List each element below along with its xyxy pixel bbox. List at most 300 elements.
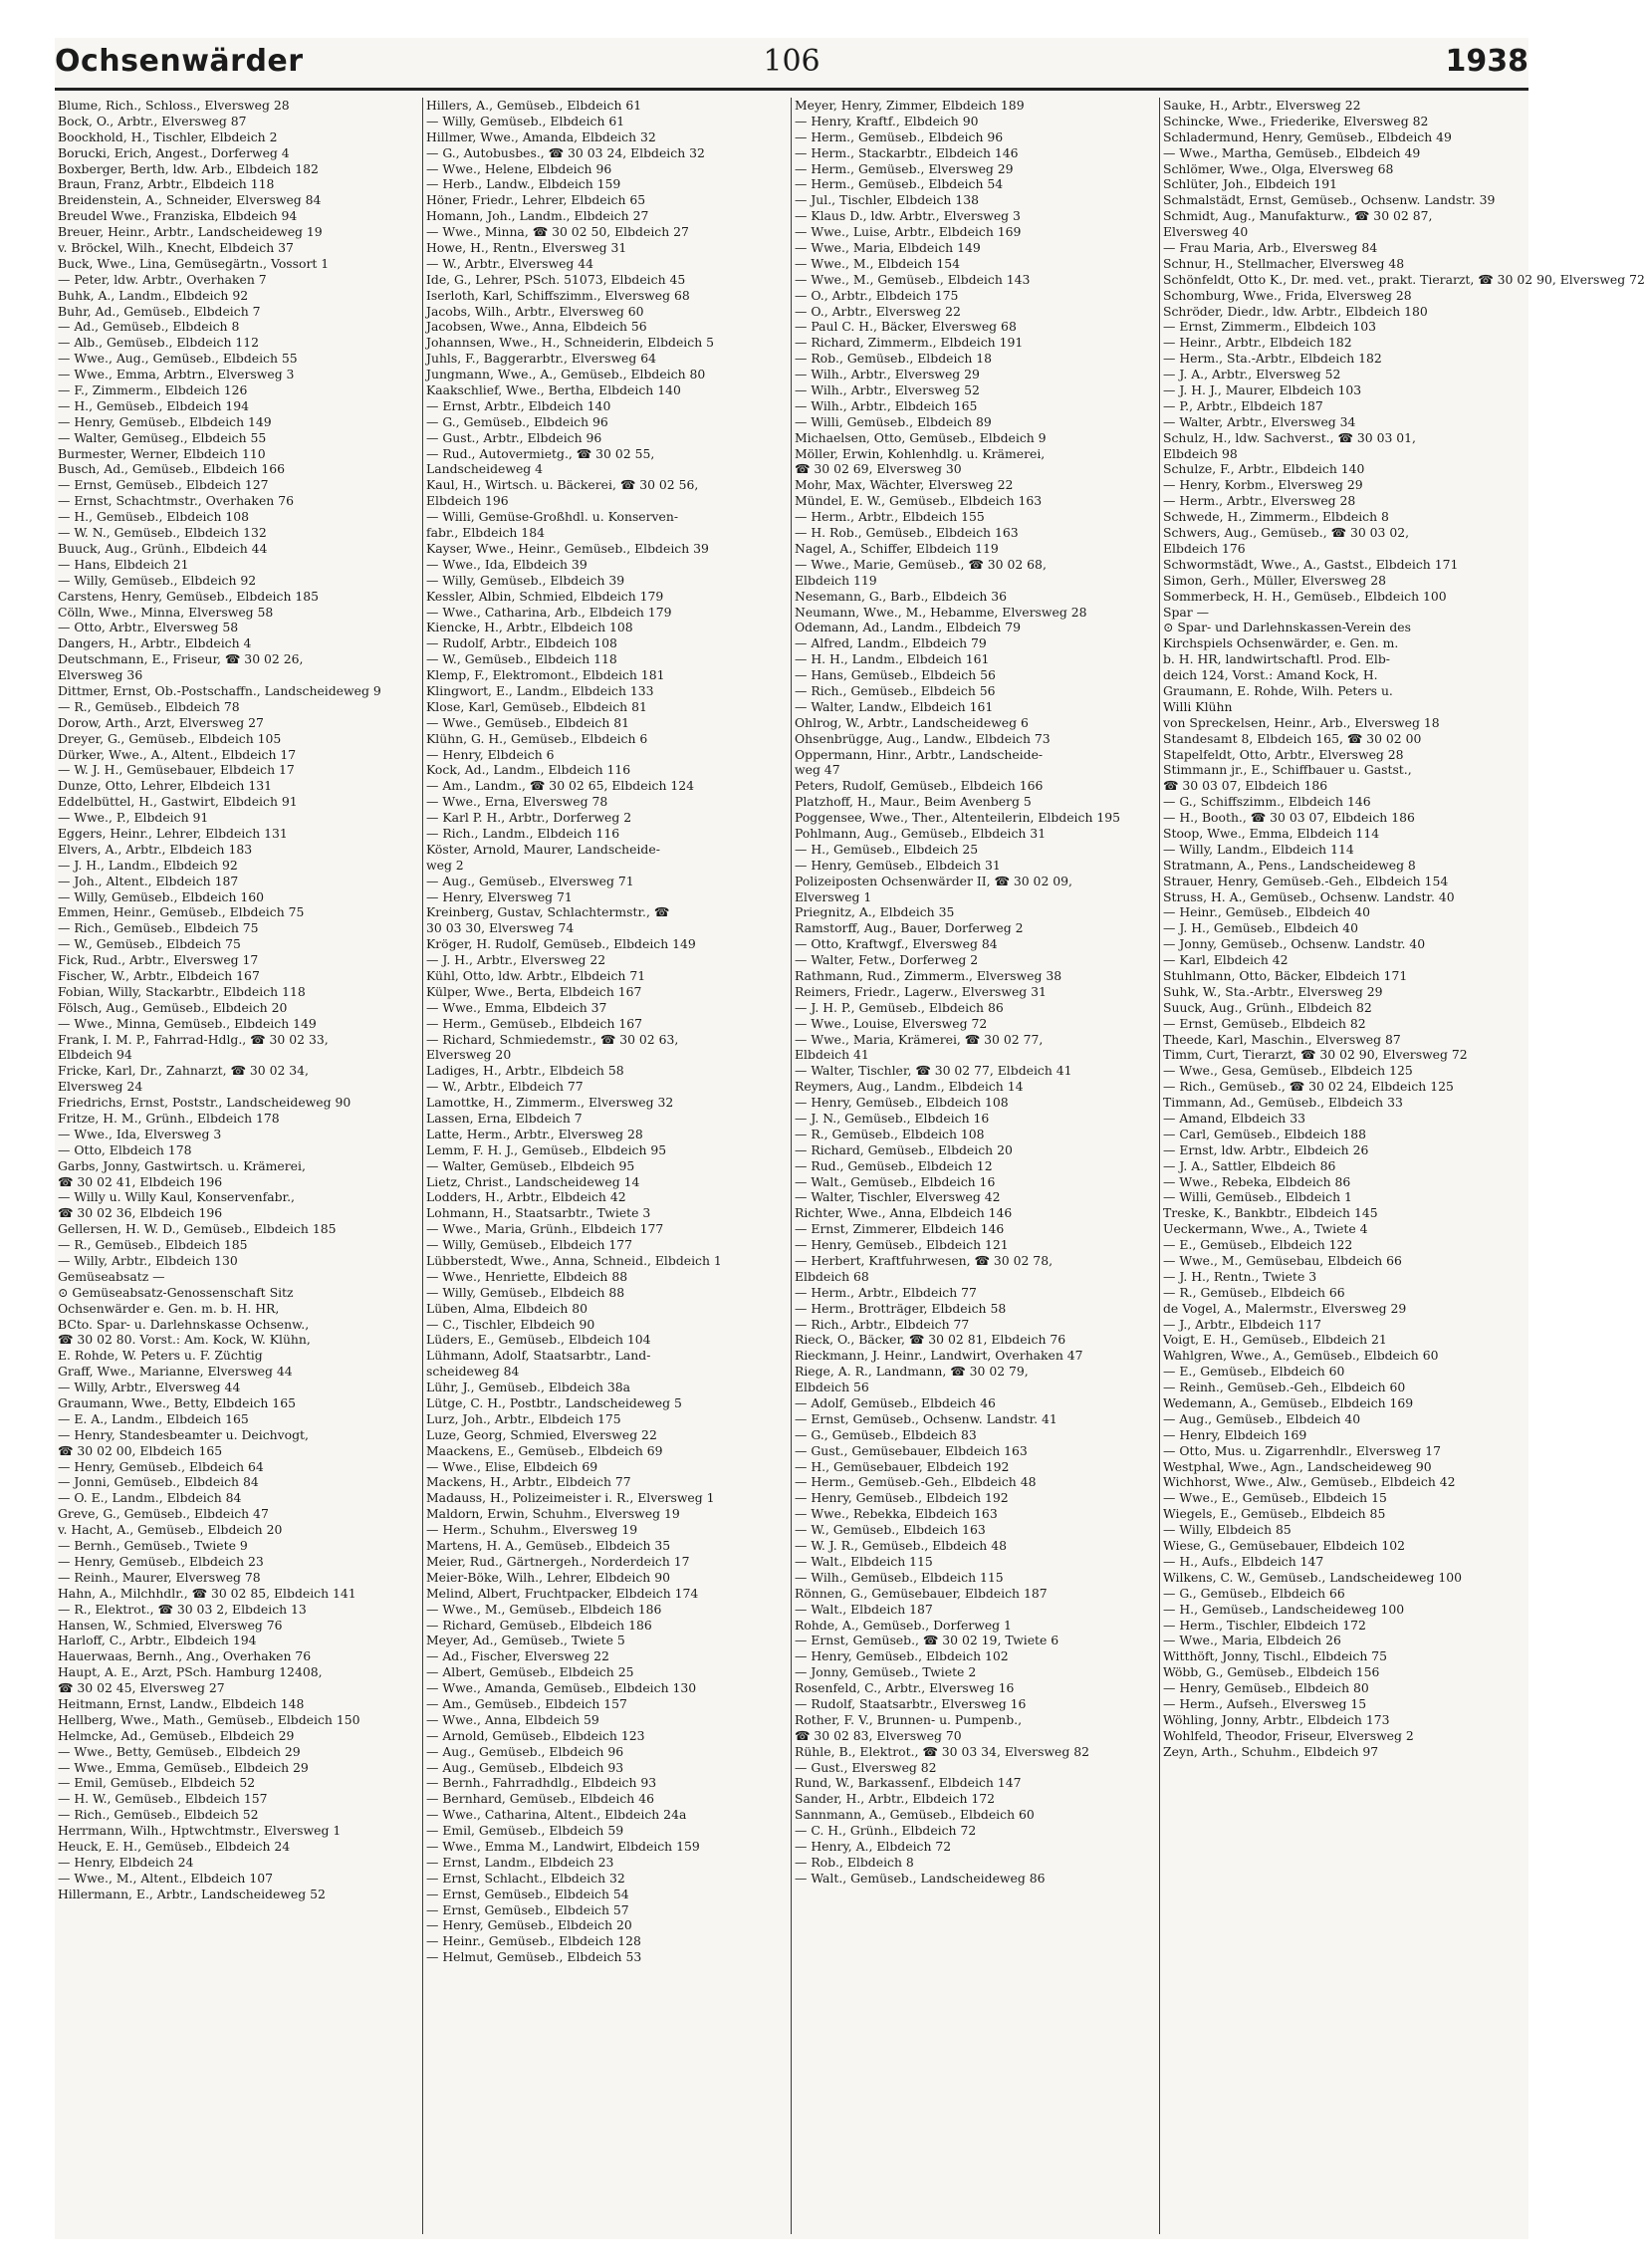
directory-entry: — Wwe., Emma, Gemüseb., Elbdeich 29 — [58, 1759, 309, 1775]
directory-entry: — Richard, Gemüseb., Elbdeich 186 — [426, 1617, 652, 1633]
directory-entry: — Wwe., Catharina, Arb., Elbdeich 179 — [426, 604, 672, 620]
directory-entry: Pohlmann, Aug., Gemüseb., Elbdeich 31 — [795, 825, 1047, 841]
directory-entry: Rosenfeld, C., Arbtr., Elversweg 16 — [795, 1680, 1015, 1696]
directory-entry: — Wwe., Maria, Grünh., Elbdeich 177 — [426, 1221, 664, 1237]
directory-entry: Garbs, Jonny, Gastwirtsch. u. Krämerei, — [58, 1157, 306, 1173]
directory-entry: — Adolf, Gemüseb., Elbdeich 46 — [795, 1395, 996, 1411]
directory-entry: — Wwe., Erna, Elversweg 78 — [426, 794, 608, 810]
directory-entry: Rönnen, G., Gemüsebauer, Elbdeich 187 — [795, 1585, 1048, 1601]
directory-entry: — J. H., Rentn., Twiete 3 — [1163, 1268, 1317, 1284]
directory-entry: — Henry, Korbm., Elversweg 29 — [1163, 477, 1363, 493]
directory-entry: — C. H., Grünh., Elbdeich 72 — [795, 1823, 977, 1839]
directory-entry: — Wwe., Elise, Elbdeich 69 — [426, 1458, 598, 1474]
directory-entry: — Wwe., Luise, Arbtr., Elbdeich 169 — [795, 224, 1022, 240]
directory-entry: — Klaus D., ldw. Arbtr., Elversweg 3 — [795, 208, 1021, 224]
directory-entry: — Ernst, Gemüseb., Elbdeich 82 — [1163, 1015, 1366, 1031]
directory-entry: Richter, Wwe., Anna, Elbdeich 146 — [795, 1205, 1013, 1221]
directory-entry: Burmester, Werner, Elbdeich 110 — [58, 445, 266, 461]
directory-entry: — Walt., Gemüseb., Landscheideweg 86 — [795, 1870, 1046, 1886]
directory-entry: Dürker, Wwe., A., Altent., Elbdeich 17 — [58, 746, 297, 762]
directory-entry: Greve, G., Gemüseb., Elbdeich 47 — [58, 1506, 269, 1522]
place-title: Ochsenwärder — [55, 44, 304, 79]
directory-entry: — Walt., Elbdeich 187 — [795, 1601, 933, 1617]
directory-entry: Schulze, F., Arbtr., Elbdeich 140 — [1163, 461, 1365, 477]
directory-entry: Klühn, G. H., Gemüseb., Elbdeich 6 — [426, 730, 648, 746]
directory-entry: Blume, Rich., Schloss., Elversweg 28 — [58, 98, 290, 113]
directory-entry: Stimmann jr., E., Schiffbauer u. Gastst., — [1163, 762, 1412, 778]
directory-entry: — G., Schiffszimm., Elbdeich 146 — [1163, 794, 1371, 810]
year-label: 1938 — [1445, 44, 1528, 79]
directory-entry: — O., Arbtr., Elbdeich 175 — [795, 287, 959, 303]
directory-entry: Willi Klühn — [1163, 698, 1233, 714]
directory-entry: — J., Arbtr., Elbdeich 117 — [1163, 1316, 1321, 1332]
directory-entry: Ide, G., Lehrer, PSch. 51073, Elbdeich 45 — [426, 271, 686, 287]
directory-entry: — Herm., Arbtr., Elversweg 28 — [1163, 493, 1356, 509]
directory-entry: — Jul., Tischler, Elbdeich 138 — [795, 192, 979, 208]
directory-entry: v. Hacht, A., Gemüseb., Elbdeich 20 — [58, 1522, 283, 1538]
directory-entry: Höner, Friedr., Lehrer, Elbdeich 65 — [426, 192, 646, 208]
directory-entry: Kaul, H., Wirtsch. u. Bäckerei, ☎ 30 02 56, — [426, 477, 699, 493]
directory-entry: Kreinberg, Gustav, Schlachtermstr., ☎ — [426, 904, 670, 920]
directory-entry: Maackens, E., Gemüseb., Elbdeich 69 — [426, 1442, 663, 1458]
directory-entry: — Otto, Elbdeich 178 — [58, 1141, 192, 1157]
page-header — [55, 38, 1528, 91]
directory-entry: Kröger, H. Rudolf, Gemüseb., Elbdeich 149 — [426, 936, 696, 952]
directory-entry: Breuer, Heinr., Arbtr., Landscheideweg 19 — [58, 224, 323, 240]
directory-entry: — Wwe., M., Gemüseb., Elbdeich 143 — [795, 271, 1031, 287]
directory-entry: — Wwe., Ida, Elbdeich 39 — [426, 556, 588, 572]
page-number: 106 — [763, 44, 821, 79]
directory-entry: Elbdeich 68 — [795, 1268, 869, 1284]
directory-entry: — Wwe., Gemüseb., Elbdeich 81 — [426, 714, 630, 730]
directory-entry: Rohde, A., Gemüseb., Dorferweg 1 — [795, 1617, 1012, 1633]
directory-entry: Latte, Herm., Arbtr., Elversweg 28 — [426, 1126, 643, 1141]
directory-entry: — Herm., Gemüseb., Elbdeich 167 — [426, 1015, 643, 1031]
directory-entry: Elbdeich 176 — [1163, 540, 1246, 556]
directory-entry: — W. J. H., Gemüsebauer, Elbdeich 17 — [58, 762, 295, 778]
directory-entry: Fritze, H. M., Grünh., Elbdeich 178 — [58, 1111, 280, 1126]
directory-entry: Schomburg, Wwe., Frida, Elversweg 28 — [1163, 287, 1412, 303]
directory-entry: — Herm., Gemüseb., Elbdeich 54 — [795, 176, 1004, 192]
directory-entry: — Herm., Aufseh., Elversweg 15 — [1163, 1695, 1367, 1711]
directory-entry: — Henry, Gemüseb., Elbdeich 192 — [795, 1490, 1009, 1506]
directory-entry: — O., Arbtr., Elversweg 22 — [795, 303, 961, 319]
directory-entry: Schwormstädt, Wwe., A., Gastst., Elbdeich 171 — [1163, 556, 1459, 572]
directory-entry: — J. N., Gemüseb., Elbdeich 16 — [795, 1111, 990, 1126]
directory-page — [55, 38, 1645, 2239]
directory-entry: Bock, O., Arbtr., Elversweg 87 — [58, 113, 247, 128]
directory-entry: Breudel Wwe., Franziska, Elbdeich 94 — [58, 208, 298, 224]
directory-entry: Wohlfeld, Theodor, Friseur, Elversweg 2 — [1163, 1727, 1414, 1743]
directory-entry: Priegnitz, A., Elbdeich 35 — [795, 904, 955, 920]
directory-entry: Hillers, A., Gemüseb., Elbdeich 61 — [426, 98, 642, 113]
directory-entry: — Peter, ldw. Arbtr., Overhaken 7 — [58, 271, 267, 287]
directory-entry: Stuhlmann, Otto, Bäcker, Elbdeich 171 — [1163, 967, 1408, 983]
directory-entry: Braun, Franz, Arbtr., Elbdeich 118 — [58, 176, 275, 192]
directory-entry: Ohsenbrügge, Aug., Landw., Elbdeich 73 — [795, 730, 1051, 746]
directory-entry: — G., Gemüseb., Elbdeich 83 — [795, 1426, 977, 1442]
directory-entry: Boxberger, Berth, ldw. Arb., Elbdeich 182 — [58, 160, 319, 176]
directory-entry: Lüben, Alma, Elbdeich 80 — [426, 1300, 588, 1316]
directory-entry: — H., Aufs., Elbdeich 147 — [1163, 1553, 1324, 1569]
directory-entry: Busch, Ad., Gemüseb., Elbdeich 166 — [58, 461, 286, 477]
directory-entry: Spar — — [1163, 604, 1210, 620]
directory-entry: ☎ 30 02 36, Elbdeich 196 — [58, 1205, 223, 1221]
directory-entry: — G., Gemüseb., Elbdeich 96 — [426, 413, 608, 429]
directory-entry: Kayser, Wwe., Heinr., Gemüseb., Elbdeich 39 — [426, 540, 709, 556]
directory-entry: Schönfeldt, Otto K., Dr. med. vet., prakt. Tierarzt, ☎ 30 02 90, Elversweg 72 — [1163, 271, 1645, 287]
directory-entry: — Wwe., Henriette, Elbdeich 88 — [426, 1268, 628, 1284]
directory-entry: — Ernst, Gemüseb., Elbdeich 54 — [426, 1886, 629, 1901]
directory-entry: — Wwe., Emma, Arbtrn., Elversweg 3 — [58, 367, 295, 382]
directory-entry: Martens, H. A., Gemüseb., Elbdeich 35 — [426, 1538, 671, 1554]
directory-entry: Schwede, H., Zimmerm., Elbdeich 8 — [1163, 509, 1389, 525]
directory-entry: — W., Gemüseb., Elbdeich 75 — [58, 936, 241, 952]
directory-entry: Lemm, F. H. J., Gemüseb., Elbdeich 95 — [426, 1141, 667, 1157]
directory-entry: Meier-Böke, Wilh., Lehrer, Elbdeich 90 — [426, 1569, 670, 1585]
directory-entry: — H., Gemüseb., Elbdeich 108 — [58, 509, 250, 525]
directory-entry: — Henry, Gemüseb., Elbdeich 31 — [795, 857, 1001, 873]
directory-entry: — Wwe., Ida, Elversweg 3 — [58, 1126, 222, 1141]
directory-entry: Fölsch, Aug., Gemüseb., Elbdeich 20 — [58, 999, 288, 1015]
directory-entry: Deutschmann, E., Friseur, ☎ 30 02 26, — [58, 651, 304, 667]
directory-entry: Standesamt 8, Elbdeich 165, ☎ 30 02 00 — [1163, 730, 1422, 746]
directory-entry: — Herm., Brotträger, Elbdeich 58 — [795, 1300, 1007, 1316]
directory-entry: — Rich., Arbtr., Elbdeich 77 — [795, 1316, 970, 1332]
directory-entry: — R., Gemüseb., Elbdeich 108 — [795, 1126, 985, 1141]
directory-entry: — Ad., Gemüseb., Elbdeich 8 — [58, 319, 240, 335]
directory-entry: Struss, H. A., Gemüseb., Ochsenw. Landstr. 40 — [1163, 888, 1455, 904]
directory-entry: Nagel, A., Schiffer, Elbdeich 119 — [795, 540, 999, 556]
directory-entry: Lüders, E., Gemüseb., Elbdeich 104 — [426, 1332, 651, 1348]
directory-entry: — Amand, Elbdeich 33 — [1163, 1111, 1305, 1126]
directory-entry: — Wwe., Marie, Gemüseb., ☎ 30 02 68, — [795, 556, 1047, 572]
directory-entry: Fick, Rud., Arbtr., Elversweg 17 — [58, 952, 259, 968]
directory-entry: Schwers, Aug., Gemüseb., ☎ 30 03 02, — [1163, 525, 1410, 541]
directory-entry: — Gust., Gemüsebauer, Elbdeich 163 — [795, 1442, 1028, 1458]
directory-entry: — Willy, Arbtr., Elbdeich 130 — [58, 1253, 238, 1269]
directory-entry: Meyer, Henry, Zimmer, Elbdeich 189 — [795, 98, 1025, 113]
directory-entry: — Willy, Arbtr., Elversweg 44 — [58, 1380, 241, 1395]
directory-entry: — Wwe., Maria, Elbdeich 149 — [795, 240, 981, 256]
directory-entry: Wichhorst, Wwe., Alw., Gemüseb., Elbdeich 42 — [1163, 1474, 1456, 1490]
directory-entry: — Herm., Arbtr., Elbdeich 155 — [795, 509, 985, 525]
directory-entry: — Wilh., Gemüseb., Elbdeich 115 — [795, 1569, 1004, 1585]
directory-entry: — Wwe., Maria, Elbdeich 26 — [1163, 1633, 1341, 1648]
directory-entry: Reimers, Friedr., Lagerw., Elversweg 31 — [795, 983, 1047, 999]
directory-entry: — Henry, Standesbeamter u. Deichvogt, — [58, 1426, 309, 1442]
directory-entry: — H., Gemüsebauer, Elbdeich 192 — [795, 1458, 1010, 1474]
directory-entry: Külper, Wwe., Berta, Elbdeich 167 — [426, 983, 642, 999]
directory-entry: — H., Gemüseb., Elbdeich 194 — [58, 397, 250, 413]
directory-entry: — Herm., Tischler, Elbdeich 172 — [1163, 1617, 1366, 1633]
column-3 — [792, 98, 1160, 2234]
directory-entry: — Henry, Gemüseb., Elbdeich 121 — [795, 1237, 1009, 1253]
directory-entry: ☎ 30 02 80. Vorst.: Am. Kock, W. Klühn, — [58, 1332, 311, 1348]
directory-entry: — G., Gemüseb., Elbdeich 66 — [1163, 1585, 1345, 1601]
directory-entry: Lodders, H., Arbtr., Elbdeich 42 — [426, 1189, 626, 1205]
directory-entry: — Henry, Elbdeich 169 — [1163, 1426, 1307, 1442]
directory-entry: Herrmann, Wilh., Hptwchtmstr., Elversweg 1 — [58, 1823, 342, 1839]
directory-entry: — Gust., Arbtr., Elbdeich 96 — [426, 429, 602, 445]
directory-entry: — Walter, Tischler, ☎ 30 02 77, Elbdeich 41 — [795, 1063, 1072, 1079]
directory-entry: Stapelfeldt, Otto, Arbtr., Elversweg 28 — [1163, 746, 1404, 762]
directory-entry: Sauke, H., Arbtr., Elversweg 22 — [1163, 98, 1361, 113]
directory-entry: Hillmer, Wwe., Amanda, Elbdeich 32 — [426, 128, 656, 144]
directory-entry: — Henry, A., Elbdeich 72 — [795, 1838, 952, 1854]
directory-entry: Howe, H., Rentn., Elversweg 31 — [426, 240, 627, 256]
directory-entry: — Wwe., Gesa, Gemüseb., Elbdeich 125 — [1163, 1063, 1413, 1079]
directory-entry: Dunze, Otto, Lehrer, Elbdeich 131 — [58, 778, 272, 794]
directory-entry: — Willy u. Willy Kaul, Konservenfabr., — [58, 1189, 295, 1205]
directory-entry: — Henry, Elbdeich 6 — [426, 746, 555, 762]
directory-entry: — Wwe., M., Gemüsebau, Elbdeich 66 — [1163, 1253, 1402, 1269]
directory-entry: — Albert, Gemüseb., Elbdeich 25 — [426, 1664, 634, 1680]
directory-entry: Sander, H., Arbtr., Elbdeich 172 — [795, 1791, 996, 1807]
directory-columns — [55, 98, 1645, 2234]
directory-entry: Klose, Karl, Gemüseb., Elbdeich 81 — [426, 698, 647, 714]
directory-entry: Kühl, Otto, ldw. Arbtr., Elbdeich 71 — [426, 967, 646, 983]
directory-entry: — Ernst, ldw. Arbtr., Elbdeich 26 — [1163, 1141, 1369, 1157]
directory-entry: Köster, Arnold, Maurer, Landscheide- — [426, 841, 660, 857]
directory-entry: Timm, Curt, Tierarzt, ☎ 30 02 90, Elversweg 72 — [1163, 1047, 1468, 1063]
directory-entry: Graff, Wwe., Marianne, Elversweg 44 — [58, 1364, 293, 1380]
directory-entry: — Willy, Elbdeich 85 — [1163, 1522, 1292, 1538]
directory-entry: — Rich., Gemüseb., ☎ 30 02 24, Elbdeich 125 — [1163, 1079, 1454, 1095]
directory-entry: — Willy, Landm., Elbdeich 114 — [1163, 841, 1354, 857]
directory-entry: — E., Gemüseb., Elbdeich 122 — [1163, 1237, 1353, 1253]
directory-entry: — Herbert, Kraftfuhrwesen, ☎ 30 02 78, — [795, 1253, 1054, 1269]
directory-entry: Homann, Joh., Landm., Elbdeich 27 — [426, 208, 649, 224]
directory-entry: — F., Zimmerm., Elbdeich 126 — [58, 382, 248, 398]
directory-entry: — Walter, Gemüseb., Elbdeich 95 — [426, 1157, 635, 1173]
directory-entry: — Hans, Elbdeich 21 — [58, 556, 189, 572]
directory-entry: Lühmann, Adolf, Staatsarbtr., Land- — [426, 1348, 651, 1364]
directory-entry: Boockhold, H., Tischler, Elbdeich 2 — [58, 128, 278, 144]
directory-entry: — Herm., Schuhm., Elversweg 19 — [426, 1522, 638, 1538]
directory-entry: — Joh., Altent., Elbdeich 187 — [58, 873, 239, 888]
directory-entry: Haupt, A. E., Arzt, PSch. Hamburg 12408, — [58, 1664, 323, 1680]
directory-entry: — Wwe., Minna, Gemüseb., Elbdeich 149 — [58, 1015, 317, 1031]
directory-entry: — Willy, Gemüseb., Elbdeich 39 — [426, 572, 625, 588]
directory-entry: — Jonny, Gemüseb., Twiete 2 — [795, 1664, 977, 1680]
directory-entry: Jacobs, Wilh., Arbtr., Elversweg 60 — [426, 303, 644, 319]
directory-entry: — Wwe., E., Gemüseb., Elbdeich 15 — [1163, 1490, 1387, 1506]
directory-entry: — Walt., Gemüseb., Elbdeich 16 — [795, 1173, 996, 1189]
directory-entry: — Emil, Gemüseb., Elbdeich 59 — [426, 1823, 624, 1839]
directory-entry: ⊙ Spar- und Darlehnskassen-Verein des — [1163, 620, 1411, 635]
directory-entry: Möller, Erwin, Kohlenhdlg. u. Krämerei, — [795, 445, 1046, 461]
directory-entry: Lassen, Erna, Elbdeich 7 — [426, 1111, 583, 1126]
directory-entry: Klemp, F., Elektromont., Elbdeich 181 — [426, 667, 665, 683]
directory-entry: — Herm., Gemüseb.-Geh., Elbdeich 48 — [795, 1474, 1037, 1490]
directory-entry: Iserloth, Karl, Schiffszimm., Elversweg 68 — [426, 287, 690, 303]
directory-entry: — Herm., Gemüseb., Elversweg 29 — [795, 160, 1014, 176]
directory-entry: Lübberstedt, Wwe., Anna, Schneid., Elbdeich 1 — [426, 1253, 722, 1269]
directory-entry: — Aug., Gemüseb., Elbdeich 40 — [1163, 1410, 1361, 1426]
directory-entry: Schladermund, Henry, Gemüseb., Elbdeich 49 — [1163, 128, 1452, 144]
directory-entry: — Rich., Landm., Elbdeich 116 — [426, 825, 620, 841]
directory-entry: Kessler, Albin, Schmied, Elbdeich 179 — [426, 588, 664, 604]
directory-entry: Theede, Karl, Maschin., Elversweg 87 — [1163, 1031, 1401, 1047]
directory-entry: v. Bröckel, Wilh., Knecht, Elbdeich 37 — [58, 240, 294, 256]
directory-entry: Landscheideweg 4 — [426, 461, 544, 477]
directory-entry: — Henry, Gemüseb., Elbdeich 80 — [1163, 1680, 1369, 1696]
directory-entry: — Aug., Gemüseb., Elversweg 71 — [426, 873, 634, 888]
directory-entry: — Henry, Gemüseb., Elbdeich 108 — [795, 1095, 1009, 1111]
directory-entry: Lühr, J., Gemüseb., Elbdeich 38a — [426, 1380, 631, 1395]
directory-entry: — Otto, Mus. u. Zigarrenhdlr., Elversweg 17 — [1163, 1442, 1442, 1458]
directory-entry: Kirchspiels Ochsenwärder, e. Gen. m. — [1163, 635, 1399, 651]
directory-entry: Sannmann, A., Gemüseb., Elbdeich 60 — [795, 1807, 1035, 1823]
directory-entry: — Jonny, Gemüseb., Ochsenw. Landstr. 40 — [1163, 936, 1426, 952]
directory-entry: Schmalstädt, Ernst, Gemüseb., Ochsenw. Landstr. 39 — [1163, 192, 1496, 208]
directory-entry: Treske, K., Bankbtr., Elbdeich 145 — [1163, 1205, 1378, 1221]
directory-entry: — Helmut, Gemüseb., Elbdeich 53 — [426, 1949, 642, 1965]
directory-entry: Gellersen, H. W. D., Gemüseb., Elbdeich 185 — [58, 1221, 337, 1237]
directory-entry: Hellberg, Wwe., Math., Gemüseb., Elbdeich 150 — [58, 1711, 360, 1727]
directory-entry: — Ernst, Gemüseb., Elbdeich 57 — [426, 1901, 629, 1917]
directory-entry: Schulz, H., ldw. Sachverst., ☎ 30 03 01, — [1163, 429, 1416, 445]
directory-entry: Wilkens, C. W., Gemüseb., Landscheideweg 100 — [1163, 1569, 1463, 1585]
directory-entry: ☎ 30 02 41, Elbdeich 196 — [58, 1173, 223, 1189]
directory-entry: — Henry, Kraftf., Elbdeich 90 — [795, 113, 979, 128]
directory-entry: Schröder, Diedr., ldw. Arbtr., Elbdeich 180 — [1163, 303, 1428, 319]
directory-entry: Mackens, H., Arbtr., Elbdeich 77 — [426, 1474, 631, 1490]
directory-entry: Lamottke, H., Zimmerm., Elversweg 32 — [426, 1095, 674, 1111]
directory-entry: — H. W., Gemüseb., Elbdeich 157 — [58, 1791, 268, 1807]
directory-entry: — Richard, Zimmerm., Elbdeich 191 — [795, 335, 1024, 351]
directory-entry: — Wwe., Amanda, Gemüseb., Elbdeich 130 — [426, 1680, 697, 1696]
directory-entry: Madauss, H., Polizeimeister i. R., Elversweg 1 — [426, 1490, 715, 1506]
directory-entry: — Richard, Gemüseb., Elbdeich 20 — [795, 1141, 1013, 1157]
directory-entry: — Wilh., Arbtr., Elversweg 29 — [795, 367, 980, 382]
directory-entry: Eggers, Heinr., Lehrer, Elbdeich 131 — [58, 825, 288, 841]
directory-entry: — Henry, Gemüseb., Elbdeich 102 — [795, 1648, 1009, 1664]
directory-entry: — Am., Landm., ☎ 30 02 65, Elbdeich 124 — [426, 778, 695, 794]
directory-entry: — Rud., Gemüseb., Elbdeich 12 — [795, 1157, 993, 1173]
directory-entry: Elbdeich 98 — [1163, 445, 1238, 461]
directory-entry: Graumann, Wwe., Betty, Elbdeich 165 — [58, 1395, 296, 1411]
directory-entry: — Walter, Gemüseg., Elbdeich 55 — [58, 429, 267, 445]
directory-entry: Kock, Ad., Landm., Elbdeich 116 — [426, 762, 631, 778]
directory-entry: — Henry, Gemüseb., Elbdeich 149 — [58, 413, 272, 429]
directory-entry: Schmidt, Aug., Manufakturw., ☎ 30 02 87, — [1163, 208, 1433, 224]
directory-entry: — Wwe., M., Gemüseb., Elbdeich 186 — [426, 1601, 662, 1617]
column-4 — [1160, 98, 1645, 2234]
directory-entry: Peters, Rudolf, Gemüseb., Elbdeich 166 — [795, 778, 1044, 794]
directory-entry: Hillermann, E., Arbtr., Landscheideweg 52 — [58, 1886, 326, 1901]
directory-entry: Ladiges, H., Arbtr., Elbdeich 58 — [426, 1063, 624, 1079]
directory-entry: — Rob., Elbdeich 8 — [795, 1854, 914, 1870]
directory-entry: — Willi, Gemüseb., Elbdeich 89 — [795, 413, 992, 429]
directory-entry: Riege, A. R., Landmann, ☎ 30 02 79, — [795, 1364, 1029, 1380]
directory-entry: — J. A., Sattler, Elbdeich 86 — [1163, 1157, 1336, 1173]
directory-entry: Jacobsen, Wwe., Anna, Elbdeich 56 — [426, 319, 647, 335]
directory-entry: Buhk, A., Landm., Elbdeich 92 — [58, 287, 249, 303]
directory-entry: — Bernh., Gemüseb., Twiete 9 — [58, 1538, 248, 1554]
directory-entry: Meier, Rud., Gärtnergeh., Norderdeich 17 — [426, 1553, 690, 1569]
directory-entry: — Wwe., Martha, Gemüseb., Elbdeich 49 — [1163, 144, 1421, 160]
directory-entry: Eddelbüttel, H., Gastwirt, Elbdeich 91 — [58, 794, 298, 810]
directory-entry: Wedemann, A., Gemüseb., Elbdeich 169 — [1163, 1395, 1414, 1411]
directory-entry: — Otto, Arbtr., Elversweg 58 — [58, 620, 239, 635]
directory-entry: Elversweg 20 — [426, 1047, 512, 1063]
directory-entry: Fischer, W., Arbtr., Elbdeich 167 — [58, 967, 260, 983]
directory-entry: — Jonni, Gemüseb., Elbdeich 84 — [58, 1474, 259, 1490]
directory-entry: — R., Gemüseb., Elbdeich 185 — [58, 1237, 248, 1253]
directory-entry: — Rud., Autovermietg., ☎ 30 02 55, — [426, 445, 655, 461]
directory-entry: Lurz, Joh., Arbtr., Elbdeich 175 — [426, 1410, 621, 1426]
directory-entry: Maldorn, Erwin, Schuhm., Elversweg 19 — [426, 1506, 680, 1522]
directory-entry: — Wwe., Anna, Elbdeich 59 — [426, 1711, 599, 1727]
directory-entry: Reymers, Aug., Landm., Elbdeich 14 — [795, 1079, 1024, 1095]
directory-entry: Graumann, E. Rohde, Wilh. Peters u. — [1163, 682, 1393, 698]
directory-entry: — Wwe., Catharina, Altent., Elbdeich 24a — [426, 1807, 687, 1823]
directory-entry: — C., Tischler, Elbdeich 90 — [426, 1316, 595, 1332]
directory-entry: — J. H. J., Maurer, Elbdeich 103 — [1163, 382, 1362, 398]
directory-entry: — H., Booth., ☎ 30 03 07, Elbdeich 186 — [1163, 810, 1415, 826]
directory-entry: — Walter, Landw., Elbdeich 161 — [795, 698, 994, 714]
directory-entry: — Ernst, Gemüseb., Ochsenw. Landstr. 41 — [795, 1410, 1058, 1426]
directory-entry: Elbdeich 41 — [795, 1047, 869, 1063]
directory-entry: Kiencke, H., Arbtr., Elbdeich 108 — [426, 620, 633, 635]
directory-entry: Johannsen, Wwe., H., Schneiderin, Elbdeich 5 — [426, 335, 715, 351]
directory-entry: — H., Gemüseb., Landscheideweg 100 — [1163, 1601, 1405, 1617]
directory-entry: Hauerwaas, Bernh., Ang., Overhaken 76 — [58, 1648, 312, 1664]
directory-entry: — Henry, Elbdeich 24 — [58, 1854, 194, 1870]
directory-entry: — Alb., Gemüseb., Elbdeich 112 — [58, 335, 260, 351]
directory-entry: — J. A., Arbtr., Elversweg 52 — [1163, 367, 1341, 382]
directory-entry: Klingwort, E., Landm., Elbdeich 133 — [426, 682, 654, 698]
directory-entry: Strauer, Henry, Gemüseb.-Geh., Elbdeich 154 — [1163, 873, 1449, 888]
directory-entry: — Ernst, Gemüseb., ☎ 30 02 19, Twiete 6 — [795, 1633, 1059, 1648]
directory-entry: — Ernst, Schlacht., Elbdeich 32 — [426, 1870, 625, 1886]
directory-entry: ☎ 30 02 69, Elversweg 30 — [795, 461, 962, 477]
directory-entry: Heuck, E. H., Gemüseb., Elbdeich 24 — [58, 1838, 291, 1854]
directory-entry: Wöbb, G., Gemüseb., Elbdeich 156 — [1163, 1664, 1380, 1680]
directory-entry: — Henry, Gemüseb., Elbdeich 64 — [58, 1458, 264, 1474]
directory-entry: fabr., Elbdeich 184 — [426, 525, 545, 541]
directory-entry: — O. E., Landm., Elbdeich 84 — [58, 1490, 242, 1506]
directory-entry: Elversweg 1 — [795, 888, 872, 904]
directory-entry: BCto. Spar- u. Darlehnskasse Ochsenw., — [58, 1316, 310, 1332]
directory-entry: — Rudolf, Arbtr., Elbdeich 108 — [426, 635, 617, 651]
directory-entry: — Heinr., Gemüseb., Elbdeich 40 — [1163, 904, 1370, 920]
directory-entry: Rühle, B., Elektrot., ☎ 30 03 34, Elversweg 82 — [795, 1743, 1090, 1759]
directory-entry: ⊙ Gemüseabsatz-Genossenschaft Sitz — [58, 1284, 294, 1300]
directory-entry: Voigt, E. H., Gemüseb., Elbdeich 21 — [1163, 1332, 1387, 1348]
directory-entry: — Richard, Schmiedemstr., ☎ 30 02 63, — [426, 1031, 679, 1047]
directory-entry: Ochsenwärder e. Gen. m. b. H. HR, — [58, 1300, 280, 1316]
directory-entry: — G., Autobusbes., ☎ 30 03 24, Elbdeich 32 — [426, 144, 705, 160]
directory-entry: Elbdeich 196 — [426, 493, 509, 509]
directory-entry: — R., Gemüseb., Elbdeich 66 — [1163, 1284, 1345, 1300]
directory-entry: — Willy, Gemüseb., Elbdeich 177 — [426, 1237, 633, 1253]
directory-entry: — Henry, Elversweg 71 — [426, 888, 573, 904]
directory-entry: — Wwe., Helene, Elbdeich 96 — [426, 160, 612, 176]
directory-entry: Lietz, Christ., Landscheideweg 14 — [426, 1173, 640, 1189]
directory-entry: — Rich., Gemüseb., Elbdeich 75 — [58, 920, 259, 936]
directory-entry: — J. H., Gemüseb., Elbdeich 40 — [1163, 920, 1359, 936]
directory-entry: von Spreckelsen, Heinr., Arb., Elversweg 18 — [1163, 714, 1440, 730]
directory-entry: — Herm., Gemüseb., Elbdeich 96 — [795, 128, 1004, 144]
directory-entry: — Frau Maria, Arb., Elversweg 84 — [1163, 240, 1378, 256]
directory-entry: Schincke, Wwe., Friederike, Elversweg 82 — [1163, 113, 1429, 128]
directory-entry: Elversweg 36 — [58, 667, 143, 683]
directory-entry: — Walter, Tischler, Elversweg 42 — [795, 1189, 1001, 1205]
directory-entry: Wöhling, Jonny, Arbtr., Elbdeich 173 — [1163, 1711, 1390, 1727]
